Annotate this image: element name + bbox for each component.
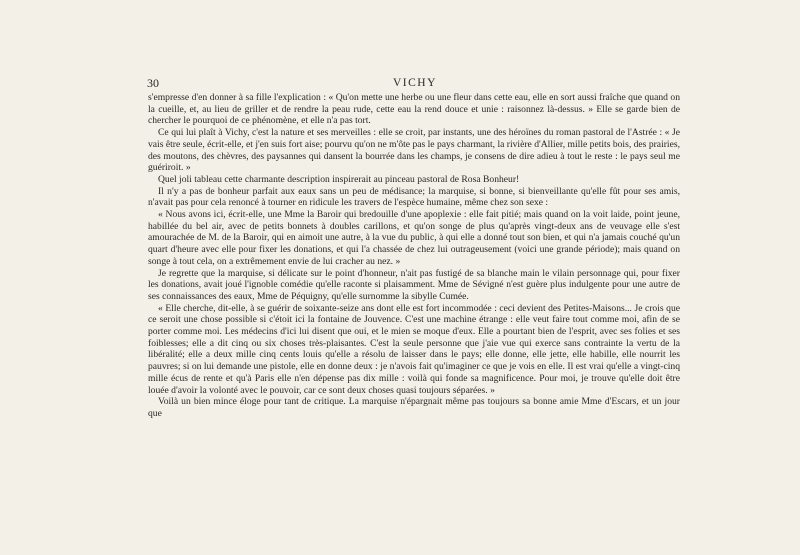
paragraph: « Elle cherche, dit-elle, à se guérir de soixante-seize ans dont elle est fort incommodée : ceci devient des Petites-Maisons... Je crois que ce seroit une chose possible si c'étoit ici la fontaine de Jouvence. C'est une machine étrange : elle veut faire tout comme moi, afin de se porter comme moi. Les médecins d'ici lui disent que oui, et le mien se moque d'eux. Elle a pourtant bien de l'esprit, avec ses folies et ses foiblesses; elle a dit cinq ou six choses très-plaisantes. C'est la seule personne que j'aie vue qui exerce sans contrainte la vertu de la libéralité; elle a deux mille cinq cents louis qu'elle a résolu de laisser dans le pays; elle donne, elle jette, elle habille, elle nourrit les pauvres; si on lui demande une pistole, elle en donne deux : je n'avois fait qu'imaginer ce que je vois en elle. Il est vrai qu'elle a vingt-cinq mille écus de rente et qu'à Paris elle n'en dépense pas dix mille : voilà qui fonde sa magnificence. Pour moi, je trouve qu'elle doit être louée d'avoir la volonté avec le pouvoir, car ce sont deux choses quasi toujours séparées. » <box>148 302 680 396</box>
body-text <box>148 92 680 420</box>
paragraph: Ce qui lui plaît à Vichy, c'est la nature et ses merveilles : elle se croit, par instants, une des héroïnes du roman pastoral de l'Astrée : « Je vais être seule, écrit-elle, et j'en suis fort aise; pourvu qu'on ne m'ôte pas le pays charmant, la rivière d'Allier, mille petits bois, des prairies, des moutons, des chèvres, des paysannes qui dansent la bourrée dans les champs, je consens de dire adieu à tout le reste : le pays seul me guériroit. » <box>148 127 680 174</box>
paragraph: Je regrette que la marquise, si délicate sur le point d'honneur, n'ait pas fustigé de sa blanche main le vilain personnage qui, pour fixer les donations, avait joué l'ignoble comédie qu'elle raconte si plaisamment. Mme de Sévigné n'est guère plus indulgente pour une autre de ses connaissances des eaux, Mme de Péquigny, qu'elle surnomme la sibylle Cumée. <box>148 267 680 302</box>
paragraph: s'empresse d'en donner à sa fille l'explication : « Qu'on mette une herbe ou une fleur dans cette eau, elle en sort aussi fraîche que quand on la cueille, et, au lieu de griller et de rendre la peau rude, cette eau la rend douce et unie : raisonnez là-dessus. » Elle se garde bien de chercher le pourquoi de ce phénomène, et elle n'a pas tort. <box>148 92 680 127</box>
page-number: 30 <box>147 76 159 90</box>
paragraph: « Nous avons ici, écrit-elle, une Mme la Baroir qui bredouille d'une apoplexie : elle fait pitié; mais quand on la voit laide, point jeune, habillée du bel air, avec de petits bonnets à doubles carillons, et qu'on songe de plus qu'après vingt-deux ans de veuvage elle s'est amourachée de M. de la Baroir, qui en aimoit une autre, à la vue du public, à qui elle a donné tout son bien, et qui n'a jamais couché qu'un quart d'heure avec elle pour fixer les donations, et qui l'a chassée de chez lui outrageusement (voici une grande période); mais quand on songe à tout cela, on a extrêmement envie de lui cracher au nez. » <box>148 209 680 267</box>
paragraph: Quel joli tableau cette charmante description inspirerait au pinceau pastoral de Rosa Bonheur! <box>158 173 520 185</box>
paragraph: Il n'y a pas de bonheur parfait aux eaux sans un peu de médisance; la marquise, si bonne, si bienveillante qu'elle fût pour ses amis, n'avait pas pour cela renoncé à tourner en ridicule les travers de l'espèce humaine, même chez son sexe : <box>148 185 680 209</box>
running-title: VICHY <box>393 77 437 89</box>
paragraph: Voilà un bien mince éloge pour tant de critique. La marquise n'épargnait même pas toujours sa bonne amie Mme d'Escars, et un jour que <box>148 396 680 419</box>
